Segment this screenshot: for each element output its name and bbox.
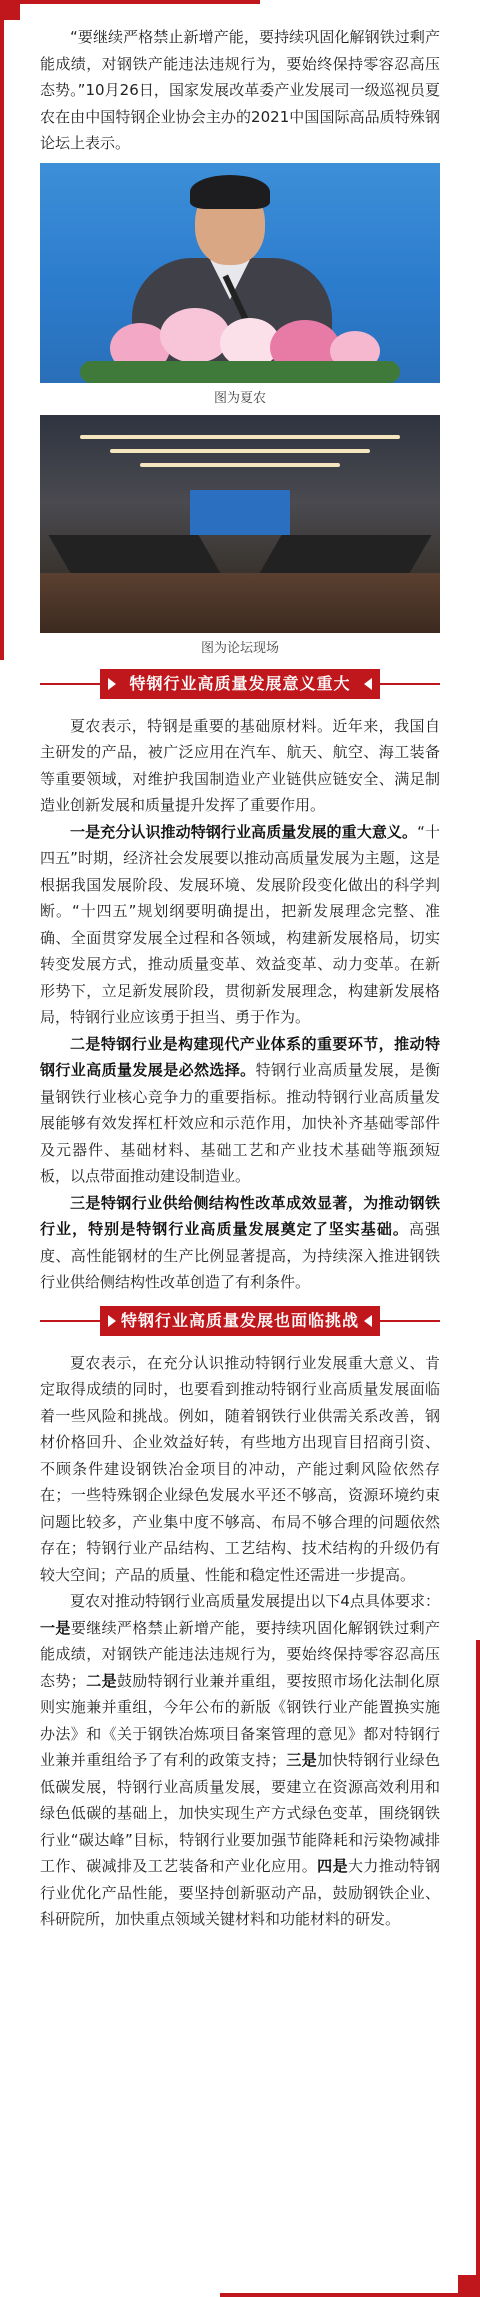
speaker-hair [190, 175, 270, 209]
section1-paragraph-2: 一是充分认识推动特钢行业高质量发展的重大意义。“十四五”时期，经济社会发展要以推动高质量发展为主题，这是根据我国发展阶段、发展环境、发展阶段变化做出的科学判断。“十四五”规划纲要明确提出，把新发展理念完整、准确、全面贯穿发展全过程和各领域，构建新发展格局，切实转变发展方式，推动质量变革、效益变革、动力变革。在新形势下，立足新发展阶段，贯彻新发展理念，构建新发展格局，特钢行业应该勇于担当、勇于作为。 [40, 822, 440, 1026]
stage-screen [190, 490, 290, 535]
section-title-2: 特钢行业高质量发展也面临挑战 [100, 1306, 380, 1336]
flower-arrangement [40, 303, 440, 383]
section1-paragraph-1: 夏农表示，特钢是重要的基础原材料。近年来，我国自主研发的产品，被广泛应用在汽车、航天、航空、海工装备等重要领域，对维护我国制造业产业链供应链安全、满足制造业创新发展和质量提升发挥了重要作用。 [40, 716, 440, 814]
section2-paragraph-1: 夏农表示，在充分认识推动特钢行业发展重大意义、肯定取得成绩的同时，也要看到推动特钢行业高质量发展面临着一些风险和挑战。例如，随着钢铁行业供需关系改善，钢材价格回升、企业效益好转，有些地方出现盲目招商引资、不顾条件建设钢铁冶金项目的冲动，产能过剩风险依然存在；一些特殊钢企业绿色发展水平还不够高，资源环境约束问题比较多，产业集中度不够高、布局不够合理的问题依然存在；特钢行业产品结构、工艺结构、技术结构的升级仍有较大空间；产品的质量、性能和稳定性还需进一步提高。 [40, 1353, 440, 1584]
frame-line-left [0, 0, 4, 660]
article-content [40, 24, 440, 1933]
photo-caption-speaker: 图为夏农 [213, 390, 266, 406]
frame-line-right [476, 1640, 480, 2297]
frame-corner-bottom-right [458, 2275, 480, 2297]
section1-paragraph-4: 三是特钢行业供给侧结构性改革成效显著，为推动钢铁行业，特别是特钢行业高质量发展奠定了坚实基础。高强度、高性能钢材的生产比例显著提高，为持续深入推进钢铁行业供给侧结构性改革创造了有利条件。 [40, 1193, 440, 1291]
photo-forum-venue [40, 415, 440, 633]
section1-paragraph-3: 二是特钢行业是构建现代产业体系的重要环节，推动特钢行业高质量发展是必然选择。特钢行业高质量发展，是衡量钢铁行业核心竞争力的重要指标。推动特钢行业高质量发展能够有效发挥杠杆效应和示范作用，加快补齐基础零部件及元器件、基础材料、基础工艺和产业技术基础等瓶颈短板，以点带面推动建设制造业。 [40, 1034, 440, 1185]
section-title-1: 特钢行业高质量发展意义重大 [100, 669, 380, 699]
conference-table-right [258, 535, 431, 575]
frame-line-top [0, 0, 260, 4]
conference-table-left [48, 535, 221, 575]
intro-paragraph: “要继续严格禁止新增产能，要持续巩固化解钢铁过剩产能成绩，对钢铁产能违法违规行为，要始终保持零容忍高压态势。”10月26日，国家发展改革委产业发展司一级巡视员夏农在由中国特钢企业协会主办的2021中国国际高品质特殊钢论坛上表示。 [40, 28, 440, 152]
section-banner-1 [40, 665, 440, 703]
photo-caption-venue: 图为论坛现场 [200, 640, 279, 656]
section2-paragraph-2: 夏农对推动特钢行业高质量发展提出以下4点具体要求：一是要继续严格禁止新增产能，要持续巩固化解钢铁过剩产能成绩，对钢铁产能违法违规行为，要始终保持零容忍高压态势；二是鼓励特钢行业兼并重组，要按照市场化法制化原则实施兼并重组，今年公布的新版《钢铁行业产能置换实施办法》和《关于钢铁冶炼项目备案管理的意见》都对特钢行业兼并重组给予了有利的政策支持；三是加快特钢行业绿色低碳发展，特钢行业高质量发展，要建立在资源高效利用和绿色低碳的基础上，加快实现生产方式绿色变革，围绕钢铁行业“碳达峰”目标，特钢行业要加强节能降耗和污染物减排工作、碳减排及工艺装备和产业化应用。四是大力推动特钢行业优化产品性能，要坚持创新驱动产品，鼓励钢铁企业、科研院所，加快重点领域关键材料和功能材料的研发。 [40, 1592, 440, 1928]
frame-line-bottom [220, 2293, 480, 2297]
photo-speaker [40, 163, 440, 383]
section-banner-2 [40, 1302, 440, 1340]
carpet [40, 573, 440, 633]
